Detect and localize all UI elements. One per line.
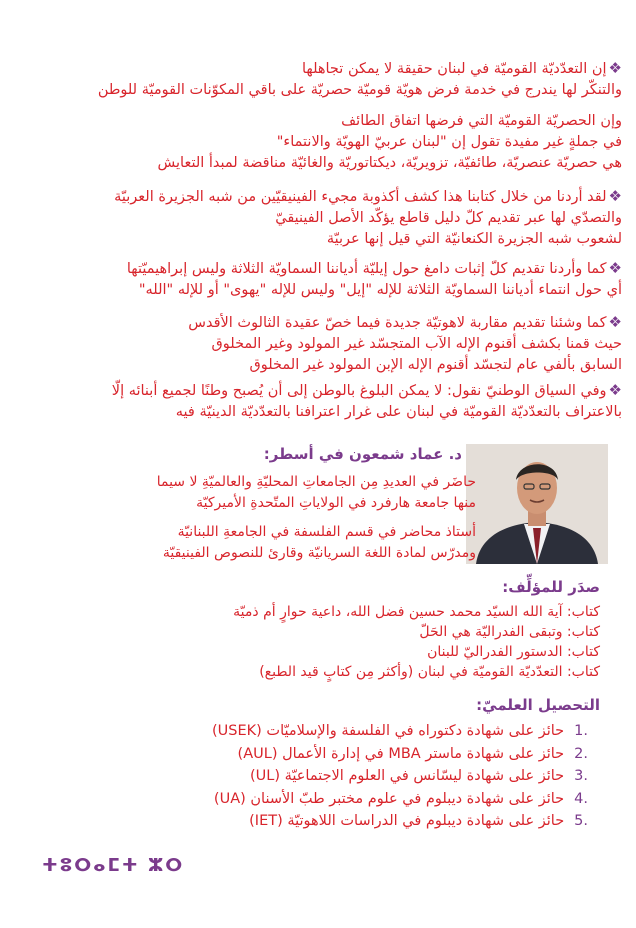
author-heading: د. عماد شمعون في أسطر: bbox=[263, 445, 462, 463]
list-item: .3حائز على شهادة ليسّانس في العلوم الاجتماعيّة (UL) bbox=[249, 768, 588, 784]
diamond-bullet-icon: ❖ bbox=[608, 187, 622, 205]
text-line: أستاذ محاضر في قسم الفلسفة في الجامعةِ اللبنانيّة bbox=[177, 524, 476, 540]
paragraph-pluralism bbox=[22, 58, 622, 174]
text-line: ❖وفي السياق الوطنيّ نقول: لا يمكن البلوغ بالوطن إلى أن يُصبح وطنًا لجميع أبنائه إلّا bbox=[111, 381, 622, 399]
text-line: السابق بألفي عام لتجسّد أقنوم الإله الإبن المولود غير المخلوق bbox=[249, 357, 622, 373]
list-item: كتاب: الدستور الفدراليّ للبنان bbox=[427, 644, 600, 660]
list-item: .2حائز على شهادة ماستر MBA في إدارة الأعمال (AUL) bbox=[237, 745, 588, 762]
list-item: .1حائز على شهادة دكتوراه في الفلسفة والإسلاميّات (USEK) bbox=[211, 723, 588, 739]
text-line: في جملةٍ غير مفيدة تقول إن "لبنان عربيّ الهويّة والانتماء" bbox=[276, 134, 622, 150]
author-bio-1 bbox=[96, 472, 476, 514]
list-item: كتاب: التعدّديّة القوميّة في لبنان (وأكثر مِن كتابٍ قيد الطبع) bbox=[259, 664, 600, 680]
text-line: حاضَر في العديدِ مِن الجامعاتِ المحليّةِ والعالميّةِ لا سيما bbox=[156, 474, 476, 490]
text-line: أي حول انتماء أدياننا السماويّة الثلاثة للإله "إيل" وليس للإله "يهوى" أو للإله "الله" bbox=[138, 282, 622, 298]
diamond-bullet-icon: ❖ bbox=[608, 381, 622, 399]
text-line: ❖كما وشئنا تقديم مقاربة لاهوتيّة جديدة فيما خصّ عقيدة الثالوث الأقدس bbox=[188, 313, 622, 331]
text-line: هي حصريّة عنصريّة، طائفيّة، تزويريّة، ديكتاتوريّة والغائيّة مناقضة لمبدأ التعايش bbox=[157, 155, 622, 171]
text-line: حيث قمنا بكشف أقنوم الإله الآب المتجسّد غير المولود وغير المخلوق bbox=[211, 336, 622, 352]
text-line: والتصدّي لها عبر تقديم كلّ دليل قاطع يؤكّد الأصل الفينيقيّ bbox=[275, 210, 622, 226]
item-number: .2 bbox=[574, 745, 588, 762]
diamond-bullet-icon: ❖ bbox=[608, 313, 622, 331]
publications-list bbox=[40, 602, 600, 682]
text-line: وإن الحصريّة القوميّة التي فرضها اتفاق الطائف bbox=[341, 113, 622, 129]
list-item: كتاب: وتبقى الفدراليّة هي الحَلّ bbox=[419, 624, 600, 640]
item-number: .3 bbox=[574, 768, 588, 784]
list-item: كتاب: آية الله السيّد محمد حسين فضل الله، داعية حوارٍ أم ذميّة bbox=[233, 604, 600, 620]
education-list bbox=[48, 720, 588, 833]
text-line: والتنكّر لها يندرج في خدمة فرض هويّة قوميّة حصريّة على باقي المكوّنات القوميّة للوطن bbox=[97, 82, 622, 98]
text-line: بالاعتراف بالتعدّديّة القوميّة في لبنان على غرار اعترافنا بالتعدّديّة الدينيّة فيه bbox=[175, 404, 622, 420]
author-portrait-icon bbox=[466, 444, 608, 564]
text-line: لشعوب شبه الجزيرة الكنعانيّة التي قيل إنها عربيّة bbox=[326, 231, 622, 247]
paragraph-trinity bbox=[22, 312, 622, 376]
author-photo bbox=[466, 444, 608, 564]
paragraph-phoenician bbox=[22, 186, 622, 250]
text-line: ❖لقد أردنا من خلال كتابنا هذا كشف أكذوبة مجيء الفينيقيّين من شبه الجزيرة العربيّة bbox=[114, 187, 622, 205]
publications-title: صدَر للمؤلِّف: bbox=[502, 578, 600, 596]
paragraph-religions bbox=[22, 258, 622, 301]
item-number: .1 bbox=[574, 723, 588, 739]
paragraph-national bbox=[22, 380, 622, 423]
diamond-bullet-icon: ❖ bbox=[608, 259, 622, 277]
education-title: التحصيل العلميّ: bbox=[476, 696, 600, 714]
list-item: .4حائز على شهادة ديبلوم في علوم مختبر طبّ الأسنان (UA) bbox=[213, 790, 588, 807]
footer-script-text: ⵜⵓⵔⴰⵎⵜ ⵣⵔ bbox=[42, 855, 185, 876]
author-bio-2 bbox=[96, 522, 476, 564]
text-line: منها جامعة هارفرد في الولاياتِ المتّحدةِ الأميركيّة bbox=[196, 495, 476, 511]
list-item: .5حائز على شهادة ديبلوم في الدراسات اللاهوتيّة (IET) bbox=[249, 813, 588, 829]
item-number: .4 bbox=[574, 790, 588, 807]
text-line: ومدرّس لمادة اللغة السريانيّة وقارئ للنصوص الفينيقيّة bbox=[162, 545, 476, 561]
text-line: ❖إن التعدّديّة القوميّة في لبنان حقيقة لا يمكن تجاهلها bbox=[301, 59, 622, 77]
diamond-bullet-icon: ❖ bbox=[608, 59, 622, 77]
item-number: .5 bbox=[574, 813, 588, 829]
text-line: ❖كما وأردنا تقديم كلّ إثبات دامغ حول إيليّة أدياننا السماويّة الثلاثة وليس إبراهيميّتها bbox=[126, 259, 622, 277]
